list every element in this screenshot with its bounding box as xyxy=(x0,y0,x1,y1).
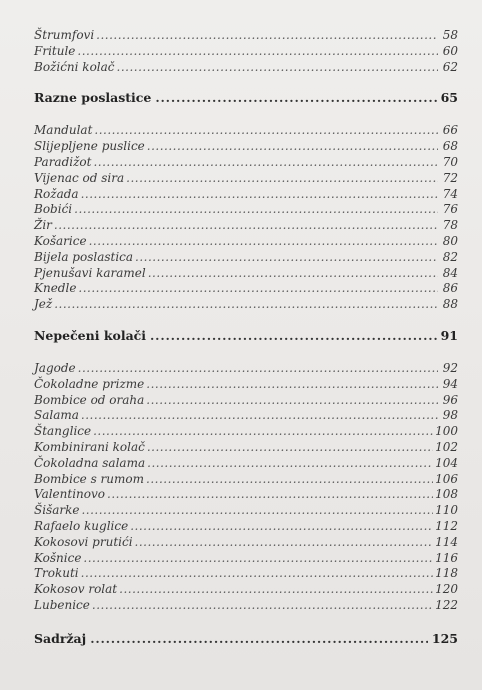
dot-leader xyxy=(146,393,438,409)
dot-leader xyxy=(146,472,433,488)
dot-leader xyxy=(81,503,433,519)
dot-leader xyxy=(135,535,434,551)
toc-entry-title: Salama xyxy=(34,408,79,423)
toc-entry-page-number: 84 xyxy=(442,265,458,280)
toc-entry xyxy=(34,234,458,250)
dot-leader xyxy=(130,519,433,535)
section-heading-title: Nepečeni kolači xyxy=(34,327,147,343)
toc-entry-title: Knedle xyxy=(34,281,77,296)
toc-entry-page-number: 96 xyxy=(442,392,458,407)
dot-leader xyxy=(150,327,437,345)
toc-entry-title: Košarice xyxy=(34,233,87,248)
toc-entry-title: Žir xyxy=(34,218,52,233)
toc-entry-title: Trokuti xyxy=(34,566,79,581)
toc-entry-page-number: 86 xyxy=(442,281,458,296)
toc-entry xyxy=(34,582,458,598)
toc-entry-page-number: 110 xyxy=(435,503,458,518)
dot-leader xyxy=(135,250,438,266)
toc-entry-title: Čokoladna salama xyxy=(34,455,146,470)
toc-entry-page-number: 112 xyxy=(435,518,458,533)
dot-leader xyxy=(93,155,438,171)
dot-leader xyxy=(107,487,433,503)
dot-leader xyxy=(147,456,433,472)
toc-entry xyxy=(34,218,458,234)
toc-entry-page-number: 94 xyxy=(442,376,458,391)
toc-entry-page-number: 102 xyxy=(435,439,458,454)
toc-entry-page-number: 108 xyxy=(435,487,458,502)
toc-entry-page-number: 122 xyxy=(435,597,458,612)
dot-leader xyxy=(148,266,438,282)
toc-entry xyxy=(34,202,458,218)
toc-entry-page-number: 98 xyxy=(442,408,458,423)
toc-entry-title: Božićni kolač xyxy=(34,59,115,74)
toc-entry-title: Bobići xyxy=(34,202,73,217)
toc-entry xyxy=(34,440,458,456)
section-heading-page-number: 91 xyxy=(440,327,458,343)
toc-entry-page-number: 100 xyxy=(435,424,458,439)
toc-entry-title: Fritule xyxy=(34,43,76,58)
toc-entry-page-number: 92 xyxy=(442,360,458,375)
toc-entry xyxy=(34,472,458,488)
toc-entry-title: Kombinirani kolač xyxy=(34,439,145,454)
dot-leader xyxy=(54,218,438,234)
dot-leader xyxy=(78,361,438,377)
toc-entry xyxy=(34,424,458,440)
toc-entry-page-number: 80 xyxy=(442,233,458,248)
toc-entry-title: Paradižot xyxy=(34,154,92,169)
toc-entry xyxy=(34,377,458,393)
dot-leader xyxy=(81,566,433,582)
toc-entry-title: Bijela poslastica xyxy=(34,249,134,264)
toc-entry-page-number: 88 xyxy=(442,297,458,312)
toc-entry xyxy=(34,456,458,472)
toc-entry-page-number: 66 xyxy=(442,123,458,138)
toc-entry xyxy=(34,535,458,551)
toc-entry-title: Jagode xyxy=(34,360,76,375)
dot-leader xyxy=(155,89,436,107)
toc-entry-title: Rožada xyxy=(34,186,79,201)
toc-entry-title: Vijenac od sira xyxy=(34,170,125,185)
dot-leader xyxy=(147,440,433,456)
toc-entry xyxy=(34,171,458,187)
dot-leader xyxy=(89,234,438,250)
dot-leader xyxy=(81,187,438,203)
toc-entry-page-number: 116 xyxy=(435,550,458,565)
toc-entry xyxy=(34,408,458,424)
toc-entry-page-number: 104 xyxy=(435,455,458,470)
toc-entry-page-number: 58 xyxy=(442,28,458,42)
toc-entry-title: Kokosov rolat xyxy=(34,582,118,597)
dot-leader xyxy=(146,377,438,393)
toc-entry xyxy=(34,266,458,282)
toc-entry-title: Slijepljene puslice xyxy=(34,139,145,154)
dot-leader xyxy=(77,44,438,60)
toc-entry xyxy=(34,503,458,519)
toc-entry-title: Bombice od oraha xyxy=(34,392,145,407)
toc-entry-page-number: 62 xyxy=(442,59,458,74)
toc-entry-page-number: 114 xyxy=(435,534,458,549)
toc-entry-page-number: 106 xyxy=(435,471,458,486)
section-heading-page-number: 65 xyxy=(440,90,458,106)
section-heading xyxy=(34,630,458,648)
toc-entry-title: Štanglice xyxy=(34,424,92,439)
toc-entry-title: Čokoladne prizme xyxy=(34,376,145,391)
toc-entry-title: Košnice xyxy=(34,550,82,565)
section-heading-title: Sadržaj xyxy=(34,630,87,646)
toc-entry-page-number: 78 xyxy=(442,218,458,233)
toc-entry-page-number: 82 xyxy=(442,249,458,264)
toc-entry-title: Pjenušavi karamel xyxy=(34,265,146,280)
toc-entry xyxy=(34,551,458,567)
toc-entry xyxy=(34,566,458,582)
toc-entry xyxy=(34,60,458,76)
dot-leader xyxy=(92,598,433,614)
dot-leader xyxy=(74,202,438,218)
toc-entry-page-number: 72 xyxy=(442,170,458,185)
toc-entry xyxy=(34,44,458,60)
toc-entry-page-number: 120 xyxy=(435,582,458,597)
toc-entry-page-number: 60 xyxy=(442,43,458,58)
toc-entry-page-number: 76 xyxy=(442,202,458,217)
toc-entry-title: Štrumfovi xyxy=(34,28,95,42)
toc-entry-title: Bombice s rumom xyxy=(34,471,144,486)
toc-entry-title: Lubenice xyxy=(34,597,90,612)
toc-entry-page-number: 68 xyxy=(442,139,458,154)
section-heading xyxy=(34,89,458,107)
toc-entry xyxy=(34,393,458,409)
toc-entry xyxy=(34,297,458,313)
dot-leader xyxy=(117,60,438,76)
toc-entry-title: Šišarke xyxy=(34,503,80,518)
table-of-contents xyxy=(34,28,458,664)
dot-leader xyxy=(119,582,433,598)
dot-leader xyxy=(94,123,438,139)
toc-entry xyxy=(34,28,458,44)
dot-leader xyxy=(96,28,438,44)
toc-entry-title: Mandulat xyxy=(34,123,93,138)
toc-entry-title: Rafaelo kuglice xyxy=(34,518,129,533)
toc-entry-page-number: 74 xyxy=(442,186,458,201)
dot-leader xyxy=(93,424,433,440)
toc-entry xyxy=(34,155,458,171)
dot-leader xyxy=(81,408,438,424)
toc-entry xyxy=(34,487,458,503)
toc-entry-title: Kokosovi prutići xyxy=(34,534,133,549)
toc-entry-page-number: 70 xyxy=(442,154,458,169)
toc-entry xyxy=(34,187,458,203)
dot-leader xyxy=(83,551,433,567)
section-heading-page-number: 125 xyxy=(431,630,458,646)
toc-entry xyxy=(34,519,458,535)
dot-leader xyxy=(126,171,438,187)
toc-entry-title: Valentinovo xyxy=(34,487,106,502)
dot-leader xyxy=(78,281,438,297)
dot-leader xyxy=(90,630,428,648)
dot-leader xyxy=(54,297,438,313)
toc-entry xyxy=(34,281,458,297)
toc-entry xyxy=(34,361,458,377)
section-heading-title: Razne poslastice xyxy=(34,90,152,106)
toc-entry-page-number: 118 xyxy=(435,566,458,581)
toc-entry xyxy=(34,598,458,614)
toc-entry xyxy=(34,123,458,139)
dot-leader xyxy=(147,139,438,155)
toc-entry-title: Jež xyxy=(34,297,53,312)
toc-entry xyxy=(34,139,458,155)
toc-entry xyxy=(34,250,458,266)
section-heading xyxy=(34,327,458,345)
